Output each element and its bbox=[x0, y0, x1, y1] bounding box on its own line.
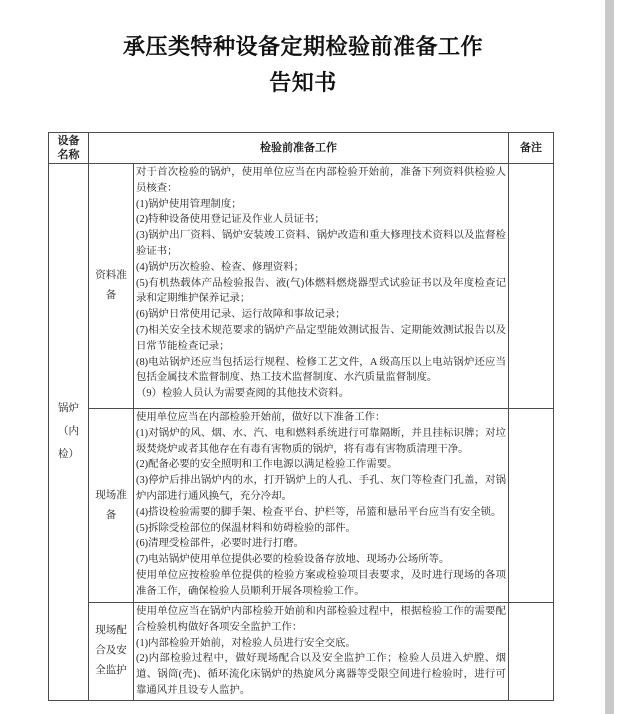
section-label-site-cooperation: 现场配合及安全监护 bbox=[89, 603, 134, 701]
header-device-name: 设备名称 bbox=[49, 133, 89, 164]
paragraph: (3)锅炉出厂资料、锅炉安装竣工资料、锅炉改造和重大修理技术资料以及监督检验证书； bbox=[136, 230, 506, 257]
paragraph: (1)锅炉使用管理制度； bbox=[136, 198, 242, 210]
paragraph: (2)特种设备使用登记证及作业人员证书； bbox=[136, 214, 325, 226]
paragraph: （9）检验人员认为需要查阅的其他技术资料。 bbox=[136, 388, 350, 400]
paragraph: 使用单位应按检验单位提供的检验方案或检验项目表要求，及时进行现场的各项准备工作，确保检验人员顺利开展各项检验工作。 bbox=[136, 569, 506, 597]
paragraph: (1)内部检验开始前，对检验人员进行安全交底。 bbox=[136, 637, 356, 649]
paragraph: (3)停炉后排出锅炉内的水，打开锅炉上的人孔、手孔、灰门等检查门孔盖，对锅炉内部进行通风换气，充分冷却。 bbox=[136, 475, 506, 502]
paragraph: 对于首次检验的锅炉，使用单位应当在内部检验开始前，准备下列资料供检验人员核查： bbox=[136, 167, 506, 194]
paragraph: (6)清理受检部件，必要时进行打磨。 bbox=[136, 538, 304, 550]
table-row-site-cooperation bbox=[49, 603, 554, 701]
table-row-data-preparation bbox=[49, 164, 554, 409]
preparation-table bbox=[48, 132, 554, 701]
section-content-site-cooperation bbox=[134, 603, 509, 701]
paragraph: (4)搭设检验需要的脚手架、检查平台、护栏等，吊篮和悬吊平台应当有安全锁。 bbox=[136, 506, 502, 518]
page-title-line2: 告知书 bbox=[269, 70, 337, 95]
paragraph: (6)锅炉日常使用记录、运行故障和事故记录； bbox=[136, 309, 346, 321]
paragraph: (7)电站锅炉使用单位提供必要的检验设备存放地、现场办公场所等。 bbox=[136, 554, 450, 566]
section-content-site-preparation bbox=[134, 409, 509, 603]
remark-cell bbox=[509, 603, 554, 701]
paragraph: 使用单位应当在锅炉内部检验开始前和内部检验过程中，根据检验工作的需要配合检验机构做好各项安全监护工作： bbox=[136, 606, 506, 633]
paragraph: (8)电站锅炉还应当包括运行规程、检修工艺文件，A 级高压以上电站锅炉还应当包括金属技术监督制度、热工技术监督制度、水汽质量监督制度。 bbox=[136, 356, 506, 384]
section-label-site-preparation: 现场准备 bbox=[89, 409, 134, 603]
page-title-line1: 承压类特种设备定期检验前准备工作 bbox=[122, 34, 483, 59]
paragraph: 使用单位应当在内部检验开始前，做好以下准备工作： bbox=[136, 412, 386, 423]
paragraph: (2)内部检验过程中，做好现场配合以及安全监护工作；检验人员进入炉膛、烟道、锅筒(壳)、循环流化床锅炉的热旋风分离器等受限空间进行检验时，进行可靠通风并且设专人监护。 bbox=[136, 653, 506, 696]
paragraph: (2)配备必要的安全照明和工作电源以满足检验工作需要。 bbox=[136, 459, 398, 471]
paragraph: (1)对锅炉的风、烟、水、汽、电和燃料系统进行可靠隔断，并且挂标识牌；对垃圾焚烧炉或者其他存在有毒有害物质的锅炉，将有毒有害物质清理干净。 bbox=[136, 427, 506, 455]
table-header-row bbox=[49, 133, 554, 164]
section-label-data-preparation: 资料准备 bbox=[89, 164, 134, 409]
header-preparation-work: 检验前准备工作 bbox=[89, 133, 509, 164]
paragraph: (4)锅炉历次检验、检查、修理资料； bbox=[136, 261, 304, 273]
remark-cell bbox=[509, 164, 554, 409]
header-remark: 备注 bbox=[509, 133, 554, 164]
page-title bbox=[0, 29, 606, 101]
paragraph: (7)相关安全技术规范要求的锅炉产品定型能效测试报告、定期能效测试报告以及日常节能检查记录； bbox=[136, 324, 506, 352]
scanned-page-edge-shadow bbox=[605, 0, 614, 714]
section-content-data-preparation bbox=[134, 164, 509, 409]
device-name-cell: 锅炉（内检） bbox=[49, 164, 89, 701]
table-row-site-preparation bbox=[49, 409, 554, 603]
remark-cell bbox=[509, 409, 554, 603]
paragraph: (5)有机热载体产品检验报告、液(气)体燃料燃烧器型式试验证书以及年度检查记录和定期维护保养记录； bbox=[136, 277, 506, 305]
paragraph: (5)拆除受检部位的保温材料和妨碍检验的部件。 bbox=[136, 522, 356, 534]
